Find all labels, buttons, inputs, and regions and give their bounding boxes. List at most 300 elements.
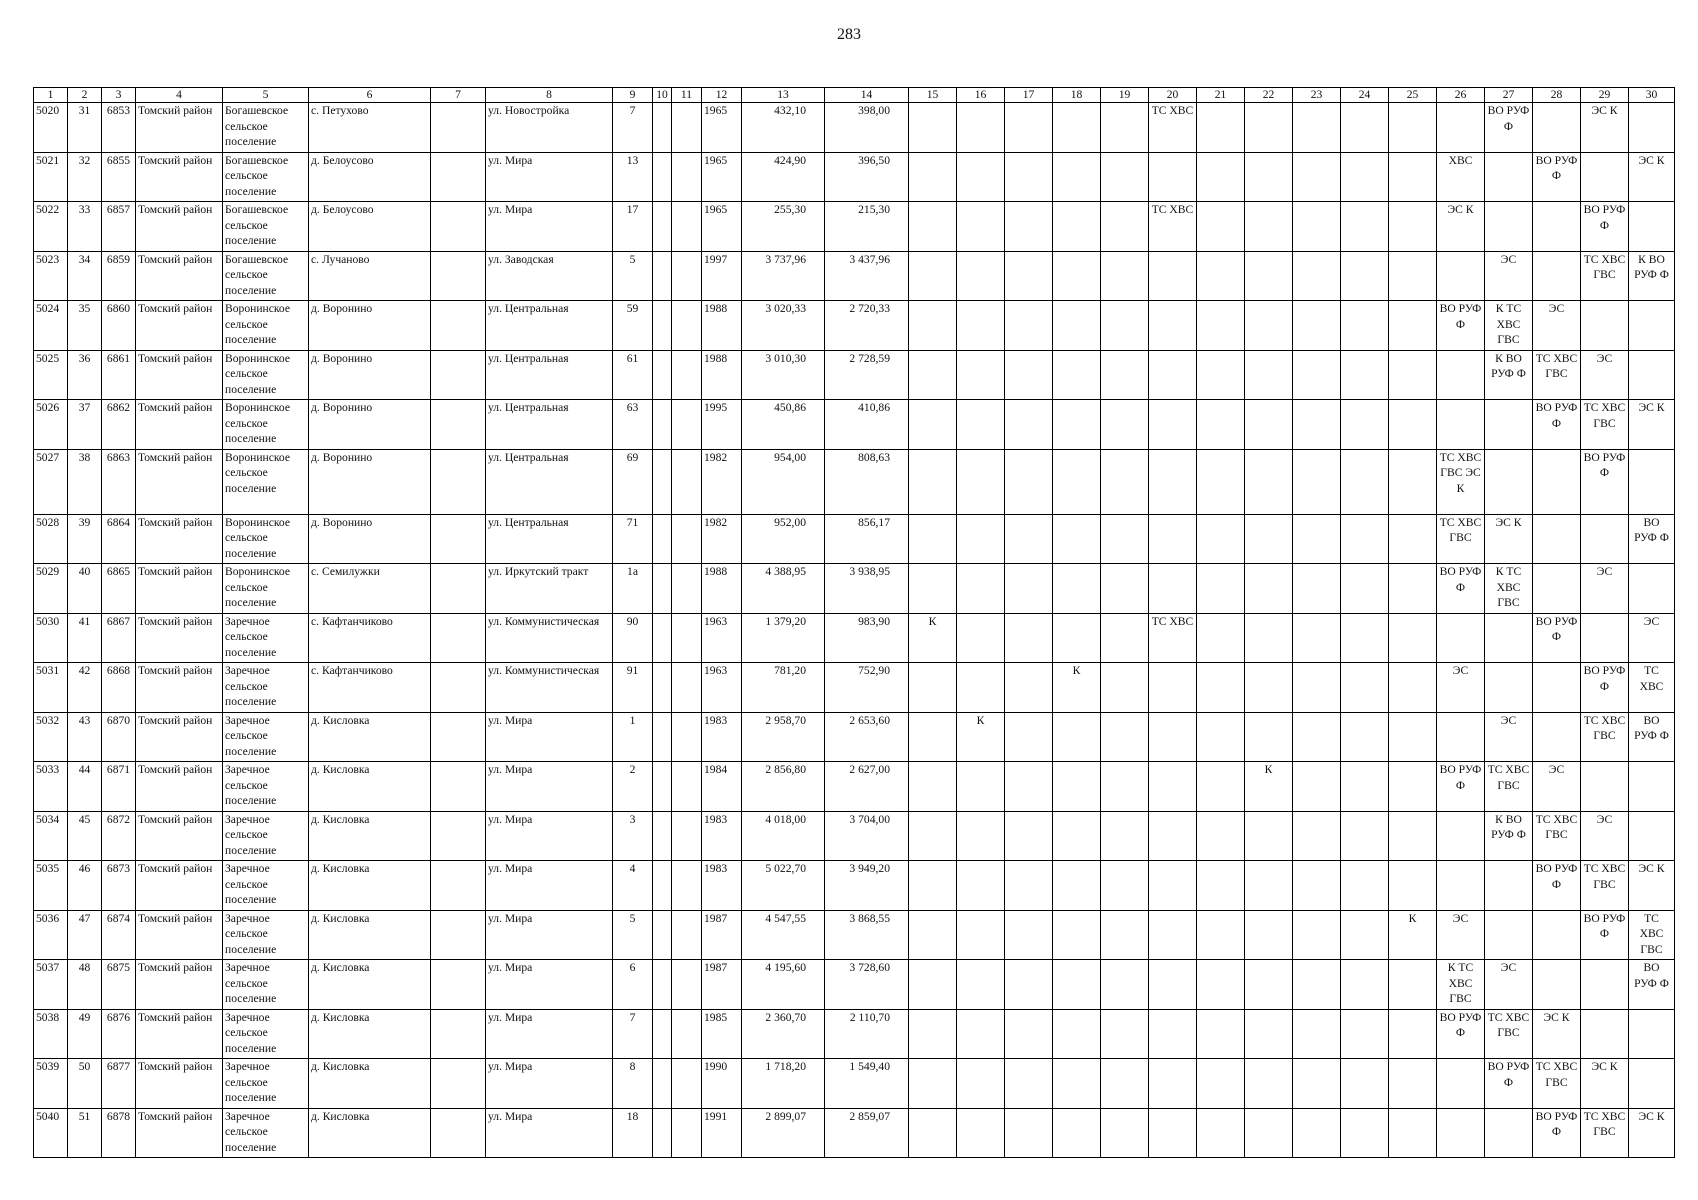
- table-cell-col-19: [1101, 449, 1149, 514]
- table-cell-col-8: ул. Мира: [486, 960, 613, 1010]
- table-cell-col-6: д. Воронино: [309, 301, 431, 351]
- table-cell-col-26: [1437, 861, 1485, 911]
- table-cell-col-26: ВО РУФ Ф: [1437, 1009, 1485, 1059]
- table-cell-col-17: [1005, 960, 1053, 1010]
- table-cell-col-1: 5020: [34, 103, 68, 153]
- table-cell-col-18: [1053, 449, 1101, 514]
- table-cell-col-2: 32: [68, 152, 102, 202]
- table-row: [34, 1059, 1675, 1109]
- table-cell-col-2: 42: [68, 663, 102, 713]
- table-cell-col-10: [653, 712, 672, 762]
- table-cell-col-19: [1101, 910, 1149, 960]
- table-cell-col-29: ТС ХВС ГВС: [1581, 400, 1629, 450]
- table-cell-col-21: [1197, 1108, 1245, 1158]
- table-cell-col-25: К: [1389, 910, 1437, 960]
- table-cell-col-13: 3 020,33: [742, 301, 825, 351]
- table-cell-col-27: ЭС К: [1485, 514, 1533, 564]
- table-cell-col-10: [653, 1059, 672, 1109]
- table-row: [34, 400, 1675, 450]
- table-cell-col-25: [1389, 663, 1437, 713]
- table-cell-col-21: [1197, 103, 1245, 153]
- table-cell-col-10: [653, 564, 672, 614]
- table-cell-col-8: ул. Центральная: [486, 400, 613, 450]
- table-cell-col-18: [1053, 1009, 1101, 1059]
- table-row: [34, 1009, 1675, 1059]
- table-cell-col-30: [1629, 350, 1675, 400]
- table-cell-col-12: 1987: [702, 960, 742, 1010]
- table-cell-col-12: 1963: [702, 613, 742, 663]
- table-cell-col-15: [909, 910, 957, 960]
- table-cell-col-28: ЭС К: [1533, 1009, 1581, 1059]
- table-cell-col-16: [957, 613, 1005, 663]
- table-cell-col-13: 2 360,70: [742, 1009, 825, 1059]
- table-cell-col-11: [672, 762, 702, 812]
- table-cell-col-17: [1005, 514, 1053, 564]
- table-cell-col-26: [1437, 251, 1485, 301]
- table-cell-col-12: 1987: [702, 910, 742, 960]
- table-cell-col-26: [1437, 613, 1485, 663]
- table-cell-col-27: [1485, 613, 1533, 663]
- table-cell-col-2: 48: [68, 960, 102, 1010]
- table-cell-col-21: [1197, 1009, 1245, 1059]
- table-cell-col-24: [1341, 301, 1389, 351]
- table-cell-col-10: [653, 400, 672, 450]
- table-cell-col-29: ЭС: [1581, 350, 1629, 400]
- table-cell-col-21: [1197, 811, 1245, 861]
- table-cell-col-24: [1341, 564, 1389, 614]
- table-cell-col-7: [431, 514, 486, 564]
- table-cell-col-14: 2 110,70: [825, 1009, 909, 1059]
- table-cell-col-2: 31: [68, 103, 102, 153]
- table-cell-col-14: 3 868,55: [825, 910, 909, 960]
- table-cell-col-27: ТС ХВС ГВС: [1485, 762, 1533, 812]
- table-cell-col-2: 37: [68, 400, 102, 450]
- table-cell-col-10: [653, 514, 672, 564]
- table-cell-col-13: 4 018,00: [742, 811, 825, 861]
- table-cell-col-24: [1341, 861, 1389, 911]
- table-cell-col-4: Томский район: [136, 861, 223, 911]
- table-cell-col-6: д. Белоусово: [309, 202, 431, 252]
- table-cell-col-18: [1053, 400, 1101, 450]
- table-cell-col-22: [1245, 811, 1293, 861]
- table-cell-col-20: [1149, 960, 1197, 1010]
- column-header-2: 2: [68, 88, 102, 103]
- table-cell-col-18: [1053, 762, 1101, 812]
- table-cell-col-15: [909, 301, 957, 351]
- column-header-4: 4: [136, 88, 223, 103]
- table-cell-col-6: с. Лучаново: [309, 251, 431, 301]
- table-cell-col-25: [1389, 613, 1437, 663]
- table-cell-col-17: [1005, 712, 1053, 762]
- table-cell-col-28: [1533, 514, 1581, 564]
- table-cell-col-22: [1245, 1059, 1293, 1109]
- table-cell-col-22: [1245, 960, 1293, 1010]
- table-cell-col-29: ЭС: [1581, 564, 1629, 614]
- table-row: [34, 613, 1675, 663]
- table-cell-col-16: [957, 910, 1005, 960]
- table-cell-col-8: ул. Мира: [486, 861, 613, 911]
- table-cell-col-11: [672, 613, 702, 663]
- table-cell-col-6: д. Кисловка: [309, 712, 431, 762]
- table-cell-col-20: [1149, 861, 1197, 911]
- column-header-8: 8: [486, 88, 613, 103]
- column-header-24: 24: [1341, 88, 1389, 103]
- table-cell-col-23: [1293, 960, 1341, 1010]
- table-cell-col-30: ВО РУФ Ф: [1629, 712, 1675, 762]
- table-cell-col-13: 2 958,70: [742, 712, 825, 762]
- table-cell-col-14: 3 437,96: [825, 251, 909, 301]
- table-cell-col-6: с. Петухово: [309, 103, 431, 153]
- table-cell-col-19: [1101, 400, 1149, 450]
- table-cell-col-24: [1341, 449, 1389, 514]
- table-cell-col-14: 1 549,40: [825, 1059, 909, 1109]
- column-header-28: 28: [1533, 88, 1581, 103]
- table-cell-col-27: ЭС: [1485, 251, 1533, 301]
- column-header-26: 26: [1437, 88, 1485, 103]
- table-cell-col-25: [1389, 103, 1437, 153]
- table-cell-col-23: [1293, 301, 1341, 351]
- table-cell-col-4: Томский район: [136, 400, 223, 450]
- table-cell-col-30: ТС ХВС: [1629, 663, 1675, 713]
- table-cell-col-19: [1101, 202, 1149, 252]
- table-cell-col-7: [431, 202, 486, 252]
- table-cell-col-13: 255,30: [742, 202, 825, 252]
- table-cell-col-17: [1005, 564, 1053, 614]
- table-cell-col-9: 18: [613, 1108, 653, 1158]
- table-cell-col-1: 5023: [34, 251, 68, 301]
- table-cell-col-27: [1485, 910, 1533, 960]
- table-cell-col-9: 61: [613, 350, 653, 400]
- table-cell-col-8: ул. Мира: [486, 712, 613, 762]
- table-cell-col-12: 1985: [702, 1009, 742, 1059]
- table-cell-col-16: [957, 1108, 1005, 1158]
- table-cell-col-10: [653, 811, 672, 861]
- table-cell-col-24: [1341, 1108, 1389, 1158]
- table-cell-col-22: [1245, 251, 1293, 301]
- table-cell-col-2: 46: [68, 861, 102, 911]
- table-cell-col-29: ВО РУФ Ф: [1581, 449, 1629, 514]
- table-cell-col-11: [672, 712, 702, 762]
- table-cell-col-8: ул. Коммунистическая: [486, 613, 613, 663]
- table-cell-col-7: [431, 1108, 486, 1158]
- table-cell-col-27: [1485, 449, 1533, 514]
- table-cell-col-3: 6871: [102, 762, 136, 812]
- table-cell-col-4: Томский район: [136, 514, 223, 564]
- table-cell-col-26: ВО РУФ Ф: [1437, 762, 1485, 812]
- table-cell-col-21: [1197, 449, 1245, 514]
- table-cell-col-9: 90: [613, 613, 653, 663]
- table-cell-col-8: ул. Иркутский тракт: [486, 564, 613, 614]
- table-cell-col-19: [1101, 762, 1149, 812]
- table-cell-col-13: 2 899,07: [742, 1108, 825, 1158]
- table-cell-col-15: [909, 400, 957, 450]
- table-cell-col-23: [1293, 152, 1341, 202]
- housing-register-table: [33, 87, 1675, 1158]
- table-cell-col-10: [653, 152, 672, 202]
- table-cell-col-30: ЭС К: [1629, 152, 1675, 202]
- table-cell-col-21: [1197, 960, 1245, 1010]
- table-cell-col-24: [1341, 762, 1389, 812]
- table-cell-col-2: 40: [68, 564, 102, 614]
- column-header-7: 7: [431, 88, 486, 103]
- table-cell-col-12: 1982: [702, 449, 742, 514]
- table-cell-col-14: 410,86: [825, 400, 909, 450]
- table-cell-col-30: [1629, 811, 1675, 861]
- table-cell-col-30: ЭС К: [1629, 400, 1675, 450]
- table-cell-col-1: 5034: [34, 811, 68, 861]
- table-cell-col-13: 3 010,30: [742, 350, 825, 400]
- table-cell-col-9: 6: [613, 960, 653, 1010]
- table-cell-col-28: ВО РУФ Ф: [1533, 613, 1581, 663]
- table-cell-col-29: ЭС К: [1581, 1059, 1629, 1109]
- table-cell-col-24: [1341, 1059, 1389, 1109]
- table-cell-col-19: [1101, 103, 1149, 153]
- table-cell-col-20: [1149, 663, 1197, 713]
- table-cell-col-20: [1149, 910, 1197, 960]
- table-cell-col-28: [1533, 663, 1581, 713]
- table-cell-col-10: [653, 350, 672, 400]
- table-cell-col-28: [1533, 449, 1581, 514]
- table-cell-col-11: [672, 449, 702, 514]
- table-cell-col-19: [1101, 1108, 1149, 1158]
- table-row: [34, 202, 1675, 252]
- table-cell-col-21: [1197, 202, 1245, 252]
- table-cell-col-28: [1533, 960, 1581, 1010]
- table-cell-col-2: 36: [68, 350, 102, 400]
- table-cell-col-7: [431, 103, 486, 153]
- table-cell-col-8: ул. Коммунистическая: [486, 663, 613, 713]
- table-cell-col-15: [909, 811, 957, 861]
- table-cell-col-27: К ТС ХВС ГВС: [1485, 301, 1533, 351]
- table-cell-col-15: [909, 251, 957, 301]
- table-cell-col-2: 44: [68, 762, 102, 812]
- table-row: [34, 564, 1675, 614]
- table-cell-col-5: Воронинское сельское поселение: [223, 400, 309, 450]
- table-cell-col-3: 6870: [102, 712, 136, 762]
- table-cell-col-27: ЭС: [1485, 712, 1533, 762]
- table-cell-col-4: Томский район: [136, 811, 223, 861]
- table-cell-col-25: [1389, 1009, 1437, 1059]
- table-cell-col-1: 5022: [34, 202, 68, 252]
- table-cell-col-18: [1053, 910, 1101, 960]
- column-header-10: 10: [653, 88, 672, 103]
- column-header-17: 17: [1005, 88, 1053, 103]
- table-cell-col-11: [672, 152, 702, 202]
- column-header-15: 15: [909, 88, 957, 103]
- table-cell-col-16: [957, 301, 1005, 351]
- table-cell-col-26: ТС ХВС ГВС ЭС К: [1437, 449, 1485, 514]
- table-cell-col-25: [1389, 762, 1437, 812]
- table-cell-col-5: Заречное сельское поселение: [223, 910, 309, 960]
- table-cell-col-14: 3 949,20: [825, 861, 909, 911]
- table-cell-col-17: [1005, 449, 1053, 514]
- column-header-20: 20: [1149, 88, 1197, 103]
- table-cell-col-26: ХВС: [1437, 152, 1485, 202]
- table-cell-col-16: [957, 103, 1005, 153]
- table-cell-col-8: ул. Заводская: [486, 251, 613, 301]
- table-cell-col-3: 6865: [102, 564, 136, 614]
- table-cell-col-23: [1293, 350, 1341, 400]
- table-cell-col-22: К: [1245, 762, 1293, 812]
- column-header-27: 27: [1485, 88, 1533, 103]
- table-cell-col-21: [1197, 251, 1245, 301]
- table-cell-col-26: [1437, 350, 1485, 400]
- table-cell-col-9: 7: [613, 1009, 653, 1059]
- table-cell-col-16: [957, 400, 1005, 450]
- table-cell-col-22: [1245, 1108, 1293, 1158]
- table-cell-col-12: 1988: [702, 301, 742, 351]
- table-cell-col-20: [1149, 1108, 1197, 1158]
- table-cell-col-13: 4 195,60: [742, 960, 825, 1010]
- table-cell-col-11: [672, 861, 702, 911]
- column-header-14: 14: [825, 88, 909, 103]
- table-cell-col-14: 396,50: [825, 152, 909, 202]
- table-cell-col-29: ЭС К: [1581, 103, 1629, 153]
- table-cell-col-26: [1437, 400, 1485, 450]
- table-cell-col-11: [672, 910, 702, 960]
- table-cell-col-12: 1988: [702, 350, 742, 400]
- table-cell-col-22: [1245, 202, 1293, 252]
- table-cell-col-14: 983,90: [825, 613, 909, 663]
- table-cell-col-7: [431, 861, 486, 911]
- table-cell-col-20: [1149, 301, 1197, 351]
- table-cell-col-25: [1389, 152, 1437, 202]
- table-cell-col-16: [957, 811, 1005, 861]
- table-cell-col-13: 1 718,20: [742, 1059, 825, 1109]
- table-cell-col-29: ВО РУФ Ф: [1581, 663, 1629, 713]
- table-row: [34, 152, 1675, 202]
- table-cell-col-7: [431, 613, 486, 663]
- table-cell-col-21: [1197, 861, 1245, 911]
- table-cell-col-11: [672, 663, 702, 713]
- table-cell-col-23: [1293, 861, 1341, 911]
- table-cell-col-22: [1245, 152, 1293, 202]
- table-cell-col-11: [672, 202, 702, 252]
- table-cell-col-5: Воронинское сельское поселение: [223, 350, 309, 400]
- table-row: [34, 960, 1675, 1010]
- table-cell-col-14: 3 728,60: [825, 960, 909, 1010]
- table-cell-col-25: [1389, 400, 1437, 450]
- table-cell-col-26: ЭС: [1437, 910, 1485, 960]
- table-cell-col-19: [1101, 960, 1149, 1010]
- table-cell-col-13: 1 379,20: [742, 613, 825, 663]
- table-cell-col-11: [672, 960, 702, 1010]
- table-cell-col-6: д. Кисловка: [309, 1059, 431, 1109]
- table-cell-col-8: ул. Мира: [486, 910, 613, 960]
- table-cell-col-23: [1293, 1108, 1341, 1158]
- table-cell-col-7: [431, 960, 486, 1010]
- table-cell-col-4: Томский район: [136, 1108, 223, 1158]
- table-cell-col-13: 4 388,95: [742, 564, 825, 614]
- table-cell-col-22: [1245, 103, 1293, 153]
- table-cell-col-23: [1293, 564, 1341, 614]
- table-cell-col-13: 432,10: [742, 103, 825, 153]
- table-cell-col-8: ул. Центральная: [486, 449, 613, 514]
- table-cell-col-15: [909, 663, 957, 713]
- table-cell-col-10: [653, 910, 672, 960]
- table-cell-col-10: [653, 663, 672, 713]
- table-cell-col-3: 6855: [102, 152, 136, 202]
- table-cell-col-18: [1053, 712, 1101, 762]
- table-cell-col-17: [1005, 663, 1053, 713]
- table-cell-col-3: 6873: [102, 861, 136, 911]
- table-cell-col-1: 5036: [34, 910, 68, 960]
- column-header-23: 23: [1293, 88, 1341, 103]
- table-cell-col-30: [1629, 1059, 1675, 1109]
- table-cell-col-24: [1341, 400, 1389, 450]
- table-cell-col-8: ул. Мира: [486, 762, 613, 812]
- table-cell-col-30: ЭС: [1629, 613, 1675, 663]
- table-cell-col-4: Томский район: [136, 1009, 223, 1059]
- table-cell-col-5: Богашевское сельское поселение: [223, 103, 309, 153]
- table-cell-col-14: 2 720,33: [825, 301, 909, 351]
- table-cell-col-12: 1983: [702, 811, 742, 861]
- table-cell-col-29: ВО РУФ Ф: [1581, 910, 1629, 960]
- table-cell-col-13: 2 856,80: [742, 762, 825, 812]
- table-cell-col-11: [672, 564, 702, 614]
- table-cell-col-6: д. Кисловка: [309, 762, 431, 812]
- table-cell-col-4: Томский район: [136, 910, 223, 960]
- table-cell-col-24: [1341, 613, 1389, 663]
- table-cell-col-10: [653, 449, 672, 514]
- column-header-25: 25: [1389, 88, 1437, 103]
- table-cell-col-21: [1197, 350, 1245, 400]
- table-cell-col-22: [1245, 910, 1293, 960]
- table-cell-col-29: ВО РУФ Ф: [1581, 202, 1629, 252]
- table-cell-col-4: Томский район: [136, 350, 223, 400]
- table-cell-col-1: 5024: [34, 301, 68, 351]
- table-cell-col-9: 4: [613, 861, 653, 911]
- table-cell-col-8: ул. Мира: [486, 152, 613, 202]
- column-header-16: 16: [957, 88, 1005, 103]
- table-cell-col-22: [1245, 350, 1293, 400]
- table-cell-col-15: [909, 449, 957, 514]
- table-cell-col-20: [1149, 514, 1197, 564]
- table-cell-col-9: 3: [613, 811, 653, 861]
- table-cell-col-18: [1053, 350, 1101, 400]
- table-cell-col-3: 6863: [102, 449, 136, 514]
- table-cell-col-14: 2 728,59: [825, 350, 909, 400]
- column-header-21: 21: [1197, 88, 1245, 103]
- table-cell-col-7: [431, 350, 486, 400]
- table-cell-col-8: ул. Мира: [486, 811, 613, 861]
- table-cell-col-26: К ТС ХВС ГВС: [1437, 960, 1485, 1010]
- table-cell-col-21: [1197, 910, 1245, 960]
- table-cell-col-3: 6875: [102, 960, 136, 1010]
- table-cell-col-26: ТС ХВС ГВС: [1437, 514, 1485, 564]
- table-cell-col-29: [1581, 613, 1629, 663]
- table-cell-col-10: [653, 1108, 672, 1158]
- table-cell-col-1: 5030: [34, 613, 68, 663]
- table-cell-col-8: ул. Мира: [486, 202, 613, 252]
- table-cell-col-18: [1053, 564, 1101, 614]
- table-cell-col-15: [909, 564, 957, 614]
- table-cell-col-18: [1053, 103, 1101, 153]
- table-cell-col-18: [1053, 152, 1101, 202]
- table-cell-col-17: [1005, 910, 1053, 960]
- table-cell-col-2: 43: [68, 712, 102, 762]
- table-cell-col-29: ЭС: [1581, 811, 1629, 861]
- table-cell-col-27: [1485, 663, 1533, 713]
- table-cell-col-30: ТС ХВС ГВС: [1629, 910, 1675, 960]
- table-cell-col-1: 5040: [34, 1108, 68, 1158]
- table-cell-col-22: [1245, 663, 1293, 713]
- table-cell-col-5: Заречное сельское поселение: [223, 663, 309, 713]
- table-cell-col-2: 33: [68, 202, 102, 252]
- table-cell-col-26: [1437, 103, 1485, 153]
- table-cell-col-16: [957, 861, 1005, 911]
- table-cell-col-27: ВО РУФ Ф: [1485, 103, 1533, 153]
